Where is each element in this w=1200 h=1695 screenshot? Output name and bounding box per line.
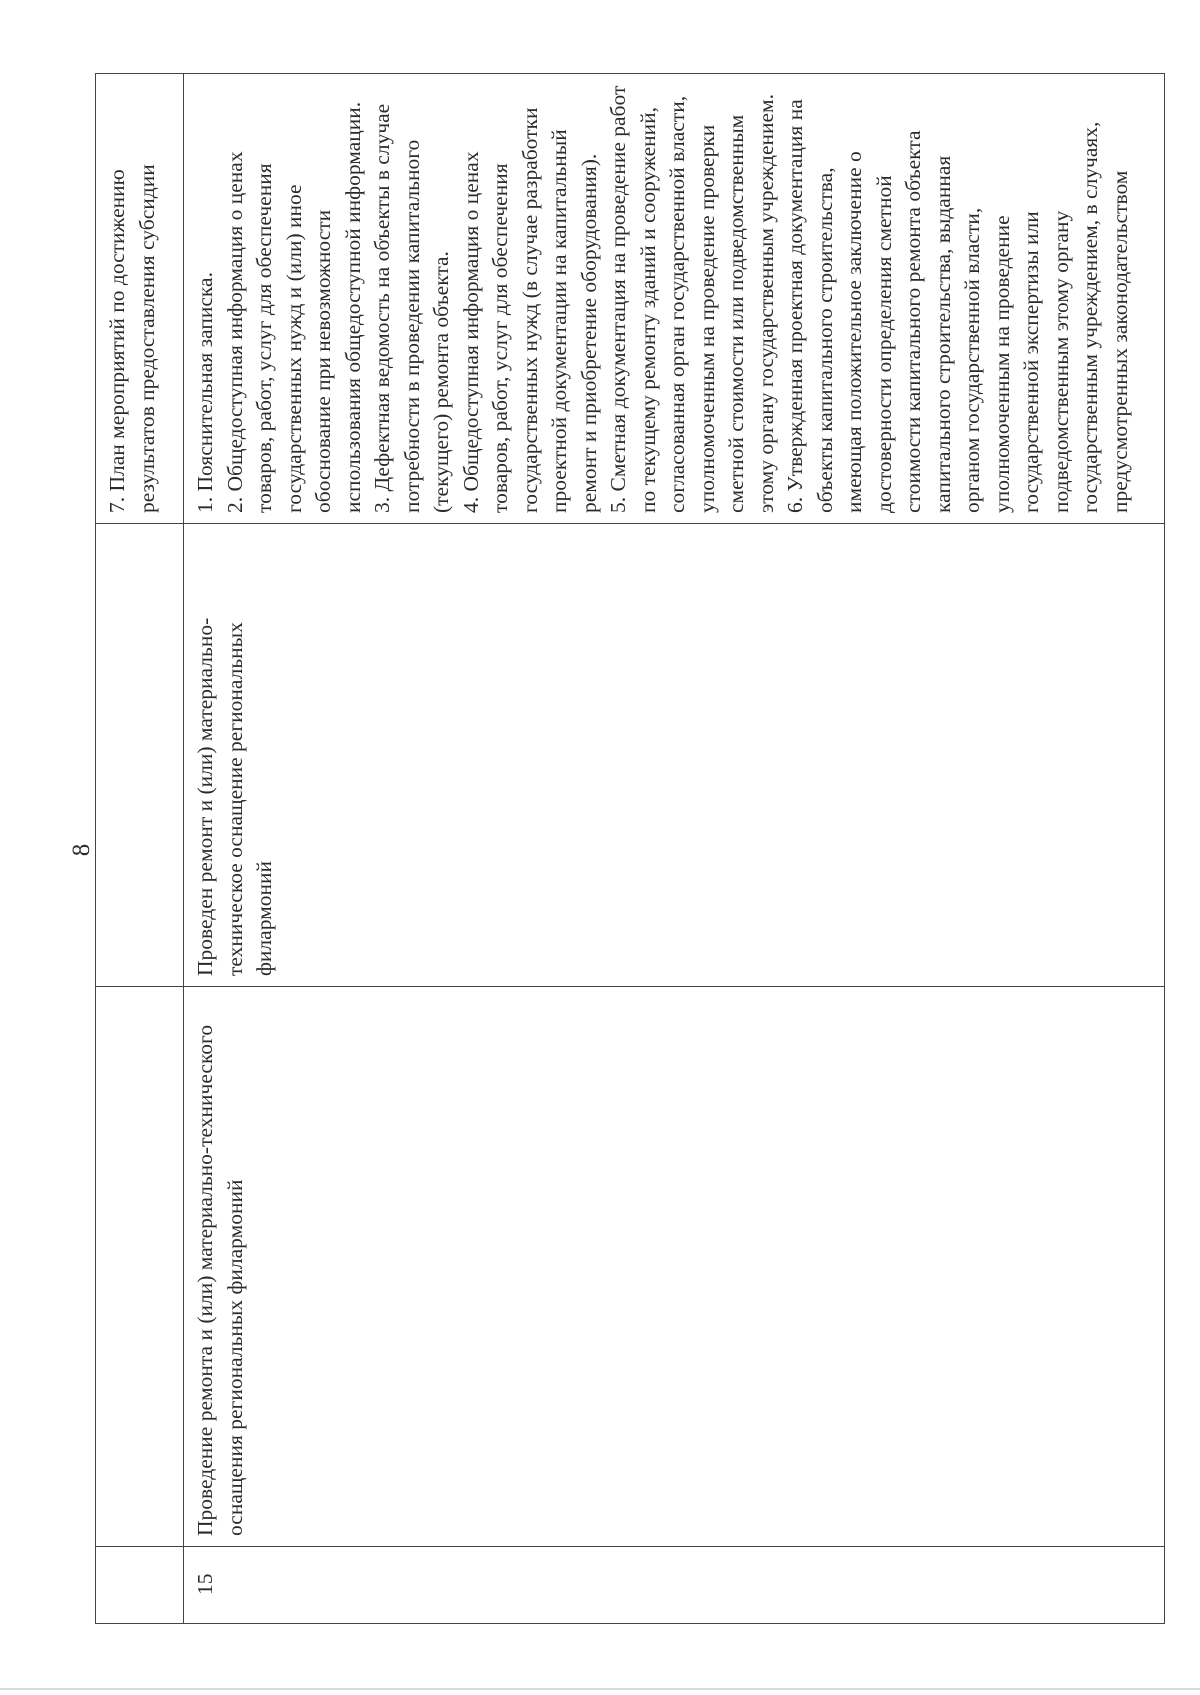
list-item: 6. Утвержденная проектная документация на объекты капитального строительства, имеющая положительное заключение о достоверности определения сметной стоимости капитального ремонта объекта капитального строительства, выданная органом государственной власти, уполномоченным на проведение государственной экспертизы или подведомственным этому органу государственным учреждением, в случаях, предусмотренных законодательством [783, 99, 1132, 513]
row-number: 15 [193, 1573, 217, 1595]
required-documents-list [191, 82, 1135, 513]
cell-required-documents [184, 74, 1165, 524]
list-item: 1. Пояснительная записка. [193, 272, 217, 513]
cell-result [184, 524, 1165, 987]
cell-activity-name [184, 987, 1165, 1547]
list-item: 2. Общедоступная информация о ценах товаров, работ, услуг для обеспечения государственных нужд и (или) иное обоснование при невозможности использования общедоступной информации. [222, 101, 365, 513]
list-item: 4. Общедоступная информация о ценах товаров, работ, услуг для обеспечения государственных нужд (в случае разработки проектной документации на капитальный ремонт и приобретение оборудования). [458, 107, 601, 513]
cell-name-empty [96, 987, 184, 1547]
table-row-15 [184, 74, 1165, 1624]
list-item: 3. Дефектная ведомость на объекты в случае потребности в проведении капитального (текущего) ремонта объекта. [370, 103, 453, 513]
activity-result: Проведен ремонт и (или) материально-техническое оснащение региональных филармоний [193, 616, 276, 976]
page-number: 8 [68, 843, 95, 857]
cell-result-empty [96, 524, 184, 987]
cell-row-number [184, 1547, 1165, 1624]
activity-name: Проведение ремонта и (или) материально-технического оснащения региональных филармоний [193, 1019, 247, 1536]
requirements-table-container [95, 74, 1140, 1624]
scan-edge-line [0, 1688, 1200, 1690]
requirements-table [95, 73, 1165, 1624]
cell-number-empty [96, 1547, 184, 1624]
list-item: 5. Сметная документация на проведение работ по текущему ремонту зданий и сооружений, согласованная орган государственной власти, уполномоченным на проведение проверки сметной стоимости или подведомственным этому органу государственным учреждением. [606, 85, 778, 513]
docs-item-7: 7. План мероприятий по достижению результатов предоставления субсидии [105, 163, 159, 513]
table-row-continuation [96, 74, 184, 1624]
cell-docs-continuation [96, 74, 184, 524]
